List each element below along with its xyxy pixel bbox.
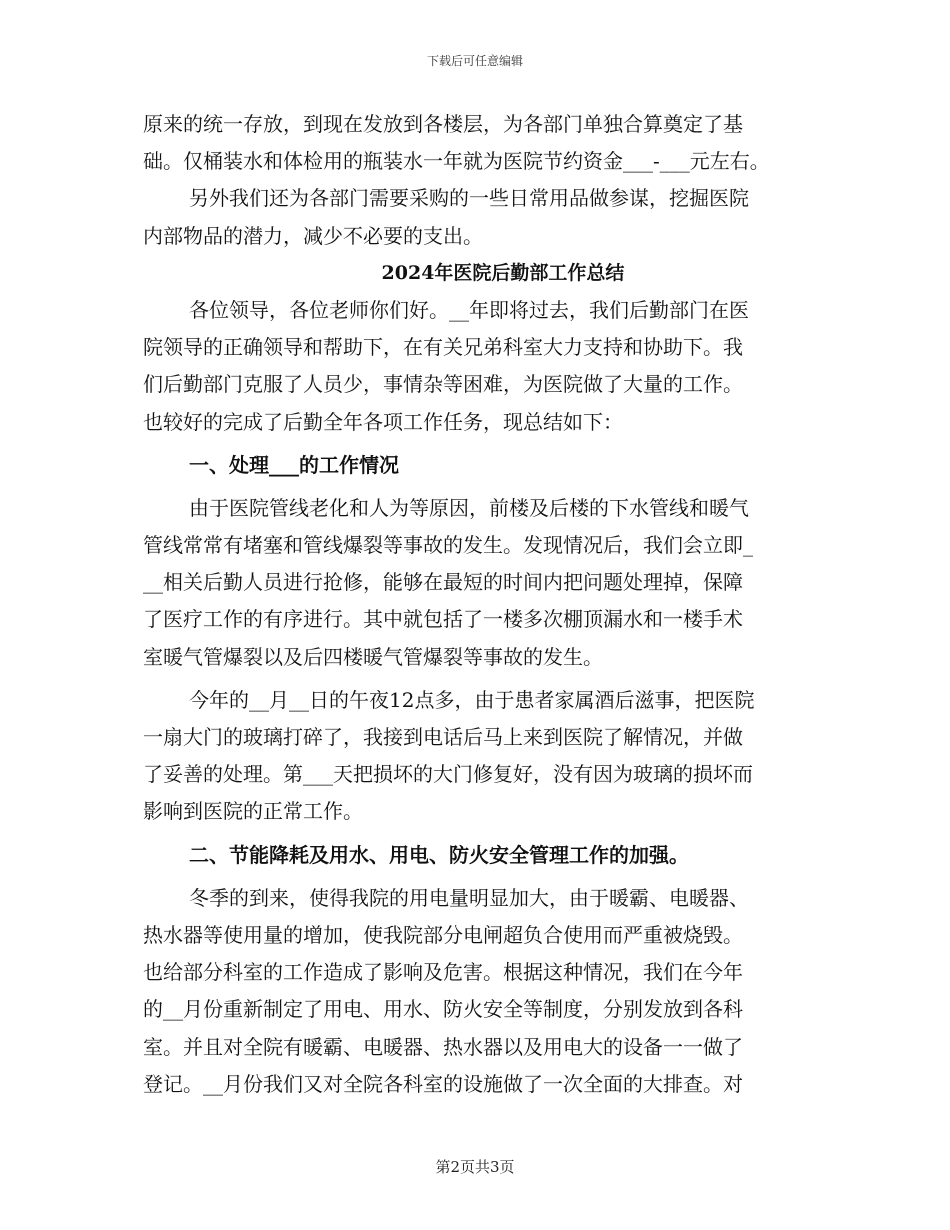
document-title: 2024年医院后勤部工作总结 <box>381 261 625 284</box>
paragraph-line: 今年的__月__日的午夜12点多，由于患者家属酒后滋事，把医院 <box>189 687 755 712</box>
paragraph-line: 础。仅桶装水和体检用的瓶装水一年就为医院节约资金___-___元左右。 <box>143 149 770 174</box>
paragraph-line: 另外我们还为各部门需要采购的一些日常用品做参谋，挖掘医院 <box>189 186 749 211</box>
paragraph-line: 管线常常有堵塞和管线爆裂等事故的发生。发现情况后，我们会立即_ <box>143 533 753 558</box>
page-footer: 第2页共3页 <box>435 1158 515 1176</box>
paragraph-line: 了医疗工作的有序进行。其中就包括了一楼多次棚顶漏水和一楼手术 <box>143 607 743 632</box>
paragraph-line: 室暖气管爆裂以及后四楼暖气管爆裂等事故的发生。 <box>143 644 603 669</box>
paragraph-line: 们后勤部门克服了人员少，事情杂等困难，为医院做了大量的工作。 <box>143 372 743 397</box>
page-header: 下载后可任意编辑 <box>426 54 523 68</box>
section-heading: 二、节能降耗及用水、用电、防火安全管理工作的加强。 <box>189 842 689 867</box>
paragraph-line: 原来的统一存放，到现在发放到各楼层，为各部门单独合算奠定了基 <box>143 112 743 136</box>
paragraph-line: 冬季的到来，使得我院的用电量明显加大，由于暖霸、电暖器、 <box>189 885 749 910</box>
paragraph-line: 登记。__月份我们又对全院各科室的设施做了一次全面的大排查。对 <box>143 1071 743 1096</box>
paragraph-line: 了妥善的处理。第___天把损坏的大门修复好，没有因为玻璃的损坏而 <box>143 762 753 787</box>
document-body <box>143 106 823 1103</box>
paragraph-line: 院领导的正确领导和帮助下，在有关兄弟科室大力支持和协助下。我 <box>143 335 743 360</box>
paragraph-line: 热水器等使用量的增加，使我院部分电闸超负合使用而严重被烧毁。 <box>143 922 743 947</box>
paragraph-line: 也给部分科室的工作造成了影响及危害。根据这种情况，我们在今年 <box>143 960 743 985</box>
paragraph-line: 内部物品的潜力，减少不必要的支出。 <box>143 223 483 248</box>
paragraph-line: __相关后勤人员进行抢修，能够在最短的时间内把问题处理掉，保障 <box>143 570 743 595</box>
paragraph-line: 的__月份重新制定了用电、用水、防火安全等制度，分别发放到各科 <box>143 997 743 1022</box>
paragraph-line: 室。并且对全院有暖霸、电暖器、热水器以及用电大的设备一一做了 <box>143 1034 743 1059</box>
paragraph-line: 也较好的完成了后勤全年各项工作任务，现总结如下： <box>143 409 623 434</box>
paragraph-line: 各位领导，各位老师你们好。__年即将过去，我们后勤部门在医 <box>189 297 749 322</box>
paragraph-line: 影响到医院的正常工作。 <box>143 799 363 824</box>
section-heading: 一、处理___的工作情况 <box>189 452 399 477</box>
paragraph-line: 一扇大门的玻璃打碎了，我接到电话后马上来到医院了解情况，并做 <box>143 725 743 749</box>
paragraph-line: 由于医院管线老化和人为等原因，前楼及后楼的下水管线和暖气 <box>189 495 749 520</box>
